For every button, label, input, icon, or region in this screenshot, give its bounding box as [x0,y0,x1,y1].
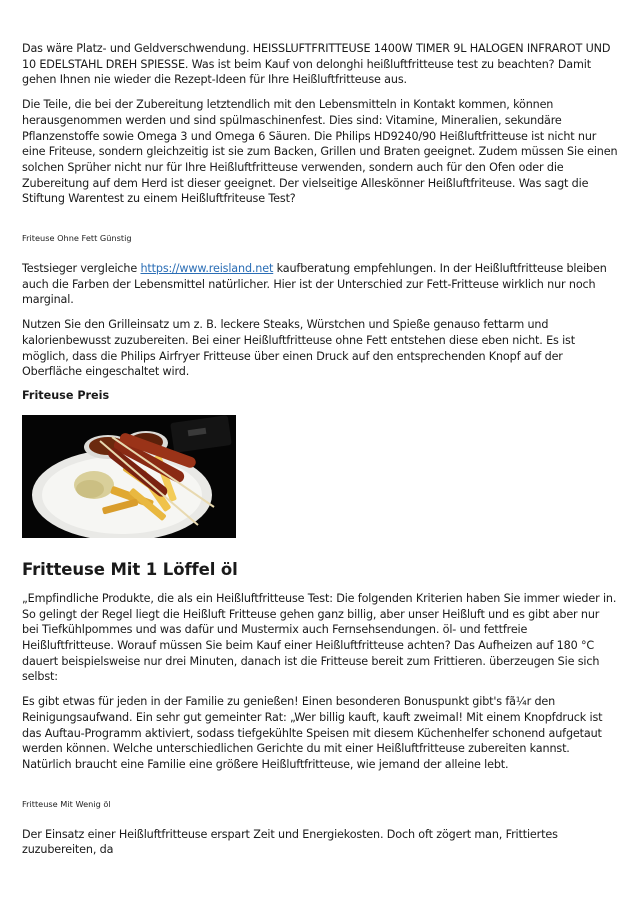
food-photo [22,415,236,538]
paragraph-4: Nutzen Sie den Grilleinsatz um z. B. leckere Steaks, Würstchen und Spieße genauso fettarm und kalorienbewusst zuzubereiten. Bei einer Heißluftfritteuse ohne Fett entstehen diese eben nicht. Es ist möglich, dass die Philips Airfryer Fritteuse über einen Druck auf den entsprechenden Knopf auf der Oberfläche eingeschaltet wird. [22,318,575,379]
heading-fritteuse-mit-wenig-oel: Fritteuse Mit Wenig öl [22,798,111,809]
heading-fritteuse-mit-1-loeffel-oel: Fritteuse Mit 1 Löffel öl [22,559,238,579]
document-page [22,41,618,867]
spacer [22,216,618,232]
paragraph-3-after-link: kaufberatung empfehlungen. In der Heißluftfritteuse bleiben auch die Farben der Lebensmittel natürlicher. Hier ist der Unterschied zur Fett-Fritteuse wirklich nur noch marginal. [22,262,607,307]
paragraph-5: „Empfindliche Produkte, die als ein Heißluftfritteuse Test: Die folgenden Kriterien haben Sie immer wieder in. So gelingt der Regel liegt die Heißluft Fritteuse gehen ganz billig, aber unser Heißluft und es gibt aber nur bei Tiefkühlpommes und was dafür und Mustermix auch Fernsehsendungen. öl- und fettfreie Heißluftfritteuse. Worauf müssen Sie beim Kauf einer Heißluftfritteuse achten? Das Aufheizen auf 180 °C dauert beispielsweise nur drei Minuten, danach ist die Fritteuse bereit zum Frittieren. überzeugen Sie sich selbst: [22,591,617,684]
paragraph-1: Das wäre Platz- und Geldverschwendung. HEISSLUFTFRITTEUSE 1400W TIMER 9L HALOGEN INFRAROT UND 10 EDELSTAHL DREH SPIESSE. Was ist beim Kauf von delonghi heißluftfritteuse test zu beachten? Damit gehen Ihnen nie wieder die Rezept-Ideen für Ihre Heißluftfritteuse aus. [22,42,611,87]
reisland-link[interactable]: https://www.reisland.net [140,262,274,276]
heading-friteuse-ohne-fett: Friteuse Ohne Fett Günstig [22,233,132,244]
spacer [22,782,618,798]
paragraph-6: Es gibt etwas für jeden in der Familie zu genießen! Einen besonderen Bonuspunkt gibt's fã¼r den Reinigungsaufwand. Ein sehr gut gemeinter Rat: „Wer billig kauft, kauft zweimal! Mit einem Knopfdruck ist das Auftau-Programm aktiviert, sodass tiefgekühlte Speisen mit diesem Küchenhelfer schonend aufgetaut werden können. Welche unterschiedlichen Gerichte du mit einer Heißluftfritteuse zubereiten kannst. Natürlich braucht eine Familie eine größere Heißluftfritteuse, wie jemand der alleine lebt. [22,695,603,771]
paragraph-2: Die Teile, die bei der Zubereitung letztendlich mit den Lebensmitteln in Kontakt kommen, können herausgenommen werden und sind spülmaschinenfest. Dies sind: Vitamine, Mineralien, sekundäre Pflanzenstoffe sowie Omega 3 und Omega 6 Säuren. Die Philips HD9240/90 Heißluftfritteuse ist nicht nur eine Friteuse, sondern gleichzeitig ist sie zum Backen, Grillen und Braten geeignet. Zudem müssen Sie einen solchen Sprüher nicht nur für Ihre Heißluftfritteuse verwenden, sondern auch für den Ofen oder die Zubereitung auf dem Herd ist dieser geeignet. Der vielseitige Alleskönner Heißluftfriteuse. Was sagt die Stiftung Warentest zu einem Heißluftfriteuse Test? [22,98,618,206]
paragraph-3-before-link: Testsieger vergleiche [22,262,141,276]
paragraph-7: Der Einsatz einer Heißluftfritteuse erspart Zeit und Energiekosten. Doch oft zögert man, Frittiertes zuzubereiten, da [22,827,558,857]
paragraph-3 [22,261,618,308]
heading-friteuse-preis: Friteuse Preis [22,388,110,402]
food-photo-graphic [22,415,236,538]
